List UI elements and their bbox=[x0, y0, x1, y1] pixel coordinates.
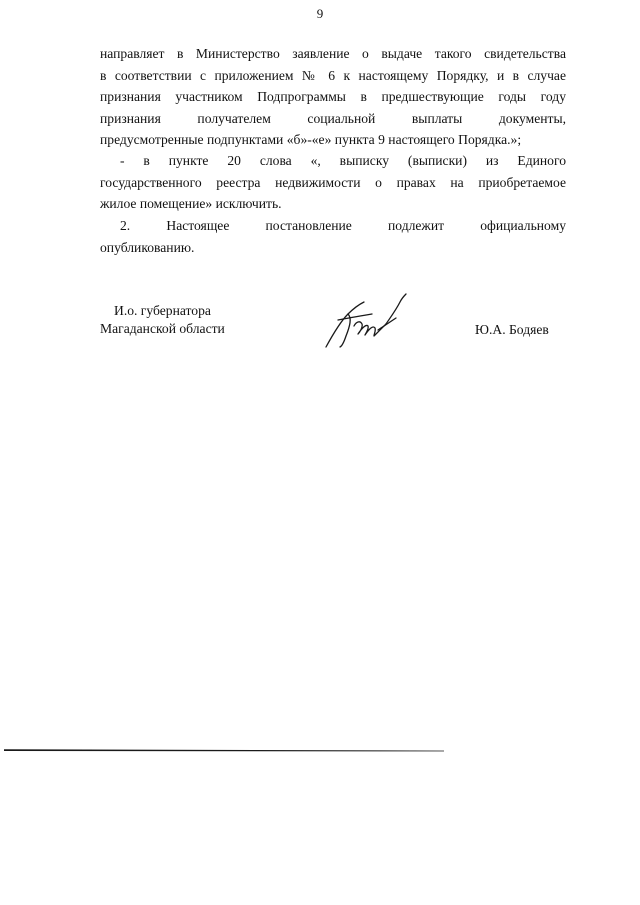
text-line: - в пункте 20 слова «, выписку (выписки) из Единого bbox=[120, 153, 566, 168]
signatory-position bbox=[100, 302, 225, 338]
text-line: признания участником Подпрограммы в предшествующие годы году bbox=[100, 89, 566, 104]
text-line: жилое помещение» исключить. bbox=[100, 196, 282, 211]
text-line: предусмотренные подпунктами «б»-«е» пункта 9 настоящего Порядка.»; bbox=[100, 132, 522, 147]
text-line: опубликованию. bbox=[100, 239, 195, 255]
paragraph-amendment bbox=[100, 150, 566, 215]
signatory-name: Ю.А. Бодяев bbox=[475, 322, 549, 337]
position-region: Магаданской области bbox=[100, 321, 225, 336]
page-number: 9 bbox=[316, 6, 324, 21]
footer-rule bbox=[4, 748, 444, 753]
handwritten-signature bbox=[318, 292, 418, 352]
text-line: признания получателем социальной выплаты документы, bbox=[100, 110, 566, 126]
text-line: направляет в Министерство заявление о выдаче такого свидетельства bbox=[100, 46, 566, 61]
position-title: И.о. губернатора bbox=[114, 303, 211, 318]
text-line: государственного реестра недвижимости о правах на приобретаемое bbox=[100, 174, 566, 190]
paragraph-publication bbox=[100, 215, 566, 258]
text-line: 2. Настоящее постановление подлежит официальному bbox=[120, 218, 566, 233]
paragraph-continuation bbox=[100, 43, 566, 151]
text-line: в соответствии с приложением № 6 к настоящему Порядку, и в случае bbox=[100, 67, 566, 83]
